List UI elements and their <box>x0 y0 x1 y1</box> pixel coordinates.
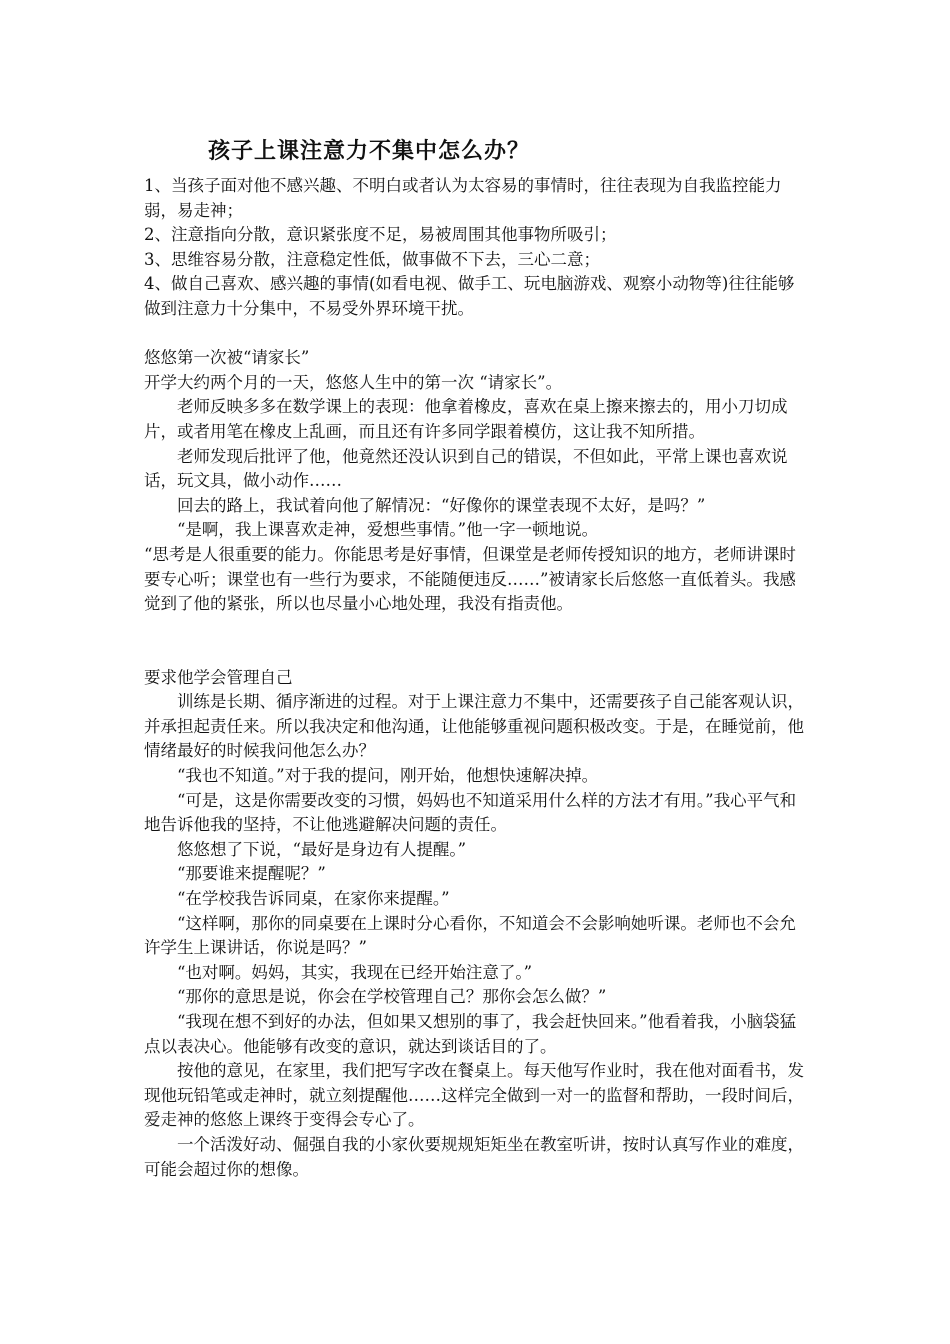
spacer <box>144 322 808 347</box>
paragraph: 老师反映多多在数学课上的表现：他拿着橡皮，喜欢在桌上擦来擦去的，用小刀切成片，或者用笔在橡皮上乱画，而且还有许多同学跟着模仿，这让我不知所措。 <box>144 397 788 441</box>
paragraph: 一个活泼好动、倔强自我的小家伙要规规矩矩坐在教室听讲，按时认真写作业的难度，可能会超过你的想像。 <box>144 1134 804 1179</box>
intro-item: 4、做自己喜欢、感兴趣的事情(如看电视、做手工、玩电脑游戏、观察小动物等)往往能够做到注意力十分集中，不易受外界环境干扰。 <box>144 274 795 318</box>
paragraph: “我也不知道。”对于我的提问，刚开始，他想快速解决掉。 <box>177 766 599 786</box>
paragraph: 悠悠想了下说，“最好是身边有人提醒。” <box>177 839 467 859</box>
document-title: 孩子上课注意力不集中怎么办？ <box>208 138 531 164</box>
paragraph: “我现在想不到好的办法，但如果又想别的事了，我会赶快回来。”他看着我，小脑袋猛点以表决心。他能够有改变的意识，就达到谈话目的了。 <box>144 1012 797 1056</box>
intro-item: 1、当孩子面对他不感兴趣、不明白或者认为太容易的事情时，往往表现为自我监控能力弱，易走神； <box>144 176 782 220</box>
section-heading: 悠悠第一次被“请家长” <box>144 348 310 368</box>
section-heading: 要求他学会管理自己 <box>144 667 293 687</box>
paragraph: 老师发现后批评了他，他竟然还没认识到自己的错误，不但如此，平常上课也喜欢说话，玩文具，做小动作…… <box>144 446 788 491</box>
paragraph: 按他的意见，在家里，我们把写字改在餐桌上。每天他写作业时，我在他对面看书，发现他玩铅笔或走神时，就立刻提醒他……这样完全做到一对一的监督和帮助，一段时间后，爱走神的悠悠上课终于变得会专心了。 <box>144 1061 804 1130</box>
paragraph: “那你的意思是说，你会在学校管理自己？那你会怎么做？” <box>177 987 607 1007</box>
document-body <box>144 174 808 1182</box>
intro-item: 2、注意指向分散，意识紧张度不足，易被周围其他事物所吸引； <box>144 225 617 245</box>
paragraph: “是啊，我上课喜欢走神，爱想些事情。”他一字一顿地说。 <box>177 520 599 540</box>
paragraph: “在学校我告诉同桌，在家你来提醒。” <box>177 889 450 909</box>
paragraph: “可是，这是你需要改变的习惯，妈妈也不知道采用什么样的方法才有用。”我心平气和地告诉他我的坚持，不让他逃避解决问题的责任。 <box>144 790 797 835</box>
spacer <box>144 617 808 666</box>
paragraph: “这样啊，那你的同桌要在上课时分心看你，不知道会不会影响她听课。老师也不会允许学生上课讲话，你说是吗？” <box>144 913 796 958</box>
paragraph: 训练是长期、循序渐进的过程。对于上课注意力不集中，还需要孩子自己能客观认识，并承担起责任来。所以我决定和他沟通，让他能够重视问题积极改变。于是，在睡觉前，他情绪最好的时候我问他怎么办？ <box>144 692 804 761</box>
section-lead: 开学大约两个月的一天，悠悠人生中的第一次 “请家长”。 <box>144 372 563 392</box>
paragraph: 回去的路上，我试着向他了解情况：“好像你的课堂表现不太好，是吗？” <box>177 495 706 515</box>
paragraph: “也对啊。妈妈，其实，我现在已经开始注意了。” <box>177 962 533 982</box>
paragraph: “思考是人很重要的能力。你能思考是好事情，但课堂是老师传授知识的地方，老师讲课时要专心听；课堂也有一些行为要求，不能随便违反……”被请家长后悠悠一直低着头。我感觉到了他的紧张，所以也尽量小心地处理，我没有指责他。 <box>144 544 796 614</box>
intro-item: 3、思维容易分散，注意稳定性低，做事做不下去，三心二意； <box>144 249 600 269</box>
paragraph: “那要谁来提醒呢？” <box>177 864 326 884</box>
